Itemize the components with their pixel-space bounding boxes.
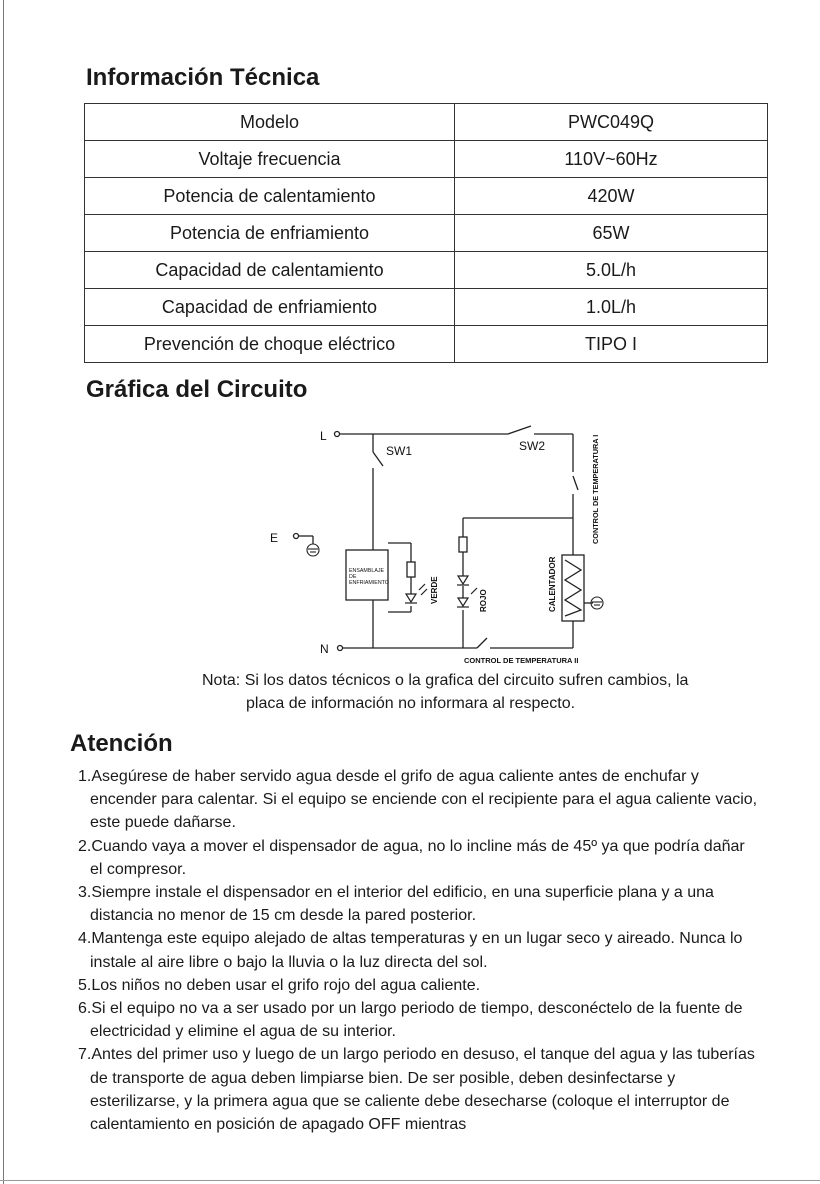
ground-icon-e [307,544,319,556]
label-l: L [320,429,327,443]
spec-value-cooling-capacity: 1.0L/h [455,289,768,326]
spec-label-heating-power: Potencia de calentamiento [85,178,455,215]
diode-red [458,576,468,584]
attention-title: Atención [70,730,173,757]
terminal-l [335,432,340,437]
label-red: ROJO [479,589,488,612]
spec-value-heating-power: 420W [455,178,768,215]
label-green: VERDE [430,576,439,604]
led-red-ray [471,588,477,594]
terminal-e [294,534,299,539]
spec-value-cooling-power: 65W [455,215,768,252]
circuit-title: Gráfica del Circuito [86,376,308,403]
spec-label-model: Modelo [85,104,455,141]
led-green [406,594,416,602]
label-temp-control-2: CONTROL DE TEMPERATURA II [464,656,579,665]
spec-value-voltage: 110V~60Hz [455,141,768,178]
resistor-green [407,562,415,577]
spec-label-cooling-capacity: Capacidad de enfriamiento [85,289,455,326]
attention-list [78,765,758,1136]
page-edge-bottom [0,1180,820,1181]
spec-label-cooling-power: Potencia de enfriamiento [85,215,455,252]
thermostat-1-blade [573,476,578,490]
spec-label-heating-capacity: Capacidad de calentamiento [85,252,455,289]
spec-value-heating-capacity: 5.0L/h [455,252,768,289]
thermostat-2-blade [477,638,487,648]
list-item: 5.Los niños no deben usar el grifo rojo del agua caliente. [78,976,481,994]
terminal-n [338,646,343,651]
list-item: 6.Si el equipo no va a ser usado por un largo periodo de tiempo, desconéctelo de la fuente de electricidad y elimine el agua de su interior. [78,1000,743,1041]
switch-sw1-blade [373,452,383,466]
heater-zigzag [565,560,581,616]
list-item: 3.Siempre instale el dispensador en el interior del edificio, en una superficie plana y a una distancia no menor de 15 cm desde la pared posterior. [78,884,714,925]
spec-value-shock-protection: TIPO I [455,326,768,363]
note [202,669,762,715]
label-sw2: SW2 [519,439,546,453]
label-heater: CALENTADOR [548,556,557,612]
label-n: N [320,642,329,656]
led-green-ray [419,584,425,590]
switch-sw2-blade [508,426,531,434]
resistor-red [459,537,467,552]
led-green-ray [421,589,427,595]
note-line-2: placa de información no informara al respecto. [246,695,576,712]
list-item: 2.Cuando vaya a mover el dispensador de agua, no lo incline más de 45º ya que podría dañar el compresor. [78,837,745,878]
label-cooling-assembly-1: ENSAMBLAJE [349,568,385,574]
list-item: 7.Antes del primer uso y luego de un largo periodo en desuso, el tanque del agua y las tuberías de transporte de agua deben limpiarse bien. De ser posible, deben desinfectarse y esterilizarse, y la primera agua que se caliente debe desecharse (coloque el interruptor de calentamiento en posición de apagado OFF mientras [78,1046,755,1134]
list-item: 1.Asegúrese de haber servido agua desde el grifo de agua caliente antes de enchufar y encender para calentar. Si el equipo se enciende con el recipiente para el agua caliente vacio, este puede dañarse. [78,768,758,832]
list-item: 4.Mantenga este equipo alejado de altas temperaturas y en un lugar seco y aireado. Nunca lo instale al aire libre o bajo la lluvia o la luz directa del sol. [78,930,743,971]
label-cooling-assembly-2: DE [349,574,357,580]
spec-label-shock-protection: Prevención de choque eléctrico [85,326,455,363]
label-temp-control-1: CONTROL DE TEMPERATURA I [591,434,600,544]
label-e: E [270,531,279,545]
label-cooling-assembly-3: ENFRIAMIENTO [349,580,389,586]
tech-info-title: Información Técnica [86,64,320,91]
note-line-1: Nota: Si los datos técnicos o la grafica del circuito sufren cambios, la [202,672,689,689]
label-sw1: SW1 [386,444,413,458]
spec-value-model: PWC049Q [455,104,768,141]
spec-label-voltage: Voltaje frecuencia [85,141,455,178]
led-red [458,598,468,606]
